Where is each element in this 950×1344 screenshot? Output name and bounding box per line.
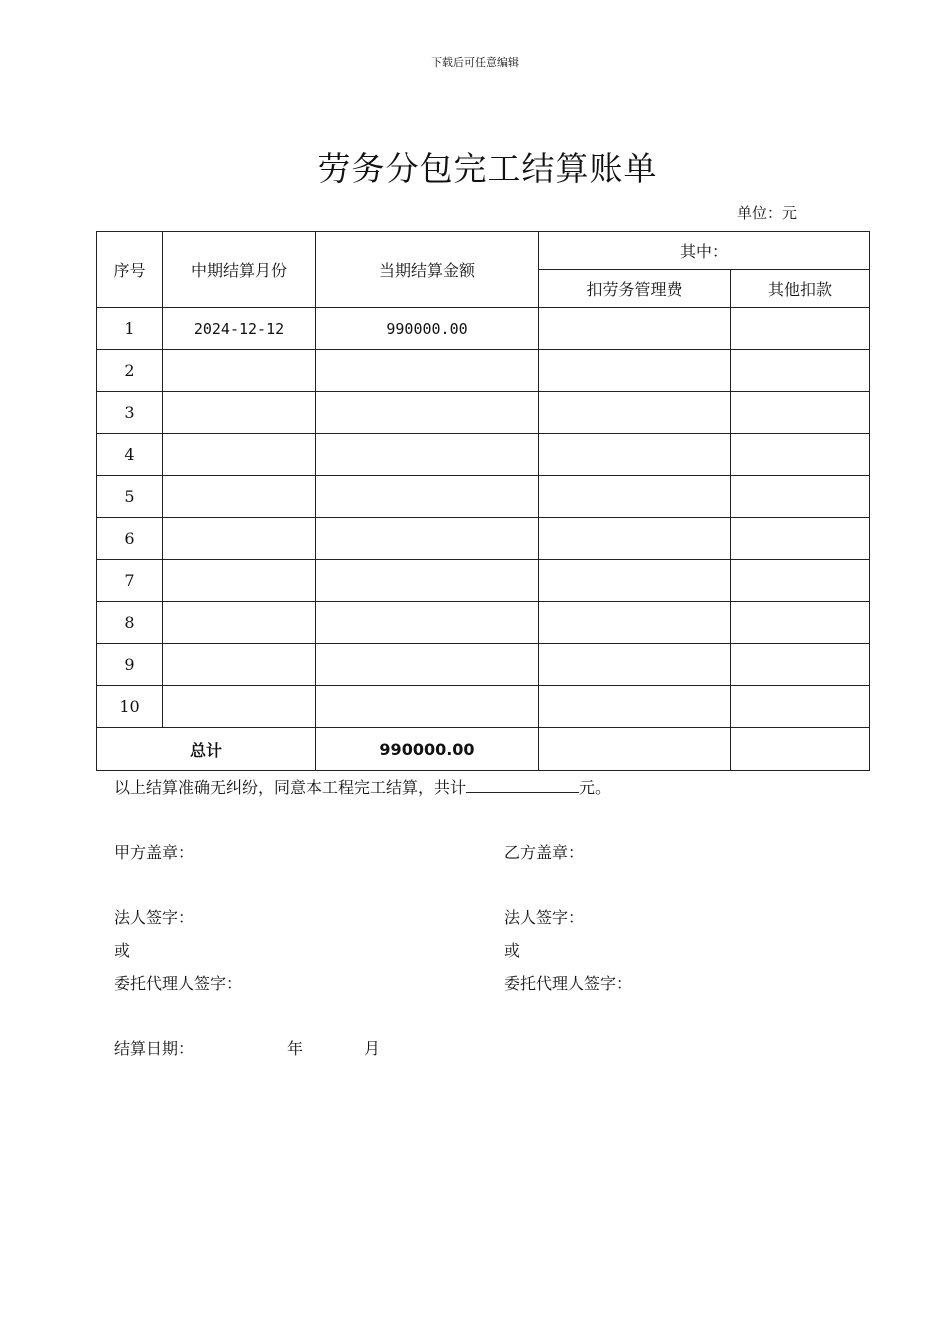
cell-mgmt-fee[interactable] bbox=[539, 686, 731, 728]
table-row bbox=[97, 350, 870, 392]
party-b-legal-sign: 法人签字： bbox=[504, 908, 585, 927]
cell-other[interactable] bbox=[731, 308, 870, 350]
table-row bbox=[97, 518, 870, 560]
cell-month[interactable] bbox=[163, 434, 316, 476]
cell-mgmt-fee[interactable] bbox=[539, 308, 731, 350]
cell-month[interactable] bbox=[163, 392, 316, 434]
party-b-seal: 乙方盖章： bbox=[504, 843, 585, 862]
party-b-agent-sign: 委托代理人签字： bbox=[504, 974, 633, 993]
party-a-legal-sign: 法人签字： bbox=[114, 908, 195, 927]
cell-other[interactable] bbox=[731, 434, 870, 476]
settlement-date-label: 结算日期： bbox=[114, 1039, 195, 1058]
cell-seq: 2 bbox=[97, 350, 163, 392]
cell-other[interactable] bbox=[731, 686, 870, 728]
cell-month[interactable] bbox=[163, 518, 316, 560]
cell-other[interactable] bbox=[731, 518, 870, 560]
cell-mgmt-fee[interactable] bbox=[539, 644, 731, 686]
total-blank-field[interactable] bbox=[466, 777, 579, 793]
table-row bbox=[97, 392, 870, 434]
cell-amount[interactable] bbox=[316, 518, 539, 560]
cell-amount[interactable] bbox=[316, 350, 539, 392]
cell-month[interactable] bbox=[163, 476, 316, 518]
total-row bbox=[97, 728, 870, 771]
cell-seq: 10 bbox=[97, 686, 163, 728]
table-row bbox=[97, 434, 870, 476]
party-b-or: 或 bbox=[504, 941, 521, 960]
cell-other[interactable] bbox=[731, 560, 870, 602]
cell-seq: 9 bbox=[97, 644, 163, 686]
cell-amount[interactable] bbox=[316, 644, 539, 686]
cell-amount[interactable] bbox=[316, 434, 539, 476]
party-a-agent-sign: 委托代理人签字： bbox=[114, 974, 243, 993]
document-title: 劳务分包完工结算账单 bbox=[317, 149, 658, 188]
cell-seq: 7 bbox=[97, 560, 163, 602]
table-row bbox=[97, 602, 870, 644]
cell-seq: 5 bbox=[97, 476, 163, 518]
header-amount: 当期结算金额 bbox=[316, 232, 539, 308]
total-mgmt-fee bbox=[539, 728, 731, 771]
cell-seq: 4 bbox=[97, 434, 163, 476]
cell-other[interactable] bbox=[731, 602, 870, 644]
statement-suffix: 元。 bbox=[579, 778, 612, 797]
cell-month[interactable] bbox=[163, 560, 316, 602]
cell-other[interactable] bbox=[731, 392, 870, 434]
cell-amount[interactable] bbox=[316, 560, 539, 602]
cell-other[interactable] bbox=[731, 350, 870, 392]
table-row bbox=[97, 644, 870, 686]
cell-mgmt-fee[interactable] bbox=[539, 476, 731, 518]
header-seq: 序号 bbox=[97, 232, 163, 308]
total-amount: 990000.00 bbox=[316, 728, 539, 771]
table-row bbox=[97, 476, 870, 518]
cell-month[interactable] bbox=[163, 602, 316, 644]
header-other-deduction: 其他扣款 bbox=[731, 270, 870, 308]
cell-month[interactable] bbox=[163, 686, 316, 728]
cell-mgmt-fee[interactable] bbox=[539, 518, 731, 560]
settlement-table bbox=[96, 231, 870, 771]
settlement-statement bbox=[114, 775, 611, 798]
cell-mgmt-fee[interactable] bbox=[539, 602, 731, 644]
cell-mgmt-fee[interactable] bbox=[539, 434, 731, 476]
header-month: 中期结算月份 bbox=[163, 232, 316, 308]
cell-month[interactable] bbox=[163, 350, 316, 392]
cell-seq: 3 bbox=[97, 392, 163, 434]
cell-month[interactable] bbox=[163, 644, 316, 686]
cell-amount[interactable] bbox=[316, 476, 539, 518]
cell-amount[interactable] bbox=[316, 686, 539, 728]
cell-seq: 6 bbox=[97, 518, 163, 560]
header-note: 下载后可任意编辑 bbox=[431, 56, 519, 69]
cell-amount[interactable] bbox=[316, 602, 539, 644]
cell-seq: 8 bbox=[97, 602, 163, 644]
table-row bbox=[97, 308, 870, 350]
table-row bbox=[97, 560, 870, 602]
cell-mgmt-fee[interactable] bbox=[539, 392, 731, 434]
party-a-seal: 甲方盖章： bbox=[114, 843, 195, 862]
cell-amount[interactable] bbox=[316, 392, 539, 434]
cell-amount[interactable]: 990000.00 bbox=[316, 308, 539, 350]
cell-mgmt-fee[interactable] bbox=[539, 560, 731, 602]
settlement-date-month: 月 bbox=[364, 1039, 381, 1058]
cell-mgmt-fee[interactable] bbox=[539, 350, 731, 392]
cell-month[interactable]: 2024-12-12 bbox=[163, 308, 316, 350]
header-mgmt-fee: 扣劳务管理费 bbox=[539, 270, 731, 308]
statement-prefix: 以上结算准确无纠纷，同意本工程完工结算，共计 bbox=[114, 778, 467, 797]
total-other bbox=[731, 728, 870, 771]
cell-other[interactable] bbox=[731, 476, 870, 518]
header-among: 其中： bbox=[539, 232, 870, 270]
party-a-or: 或 bbox=[114, 941, 131, 960]
total-label: 总计 bbox=[97, 728, 316, 771]
table-row bbox=[97, 686, 870, 728]
cell-other[interactable] bbox=[731, 644, 870, 686]
cell-seq: 1 bbox=[97, 308, 163, 350]
settlement-date-year: 年 bbox=[287, 1039, 304, 1058]
unit-label: 单位：元 bbox=[737, 204, 798, 222]
